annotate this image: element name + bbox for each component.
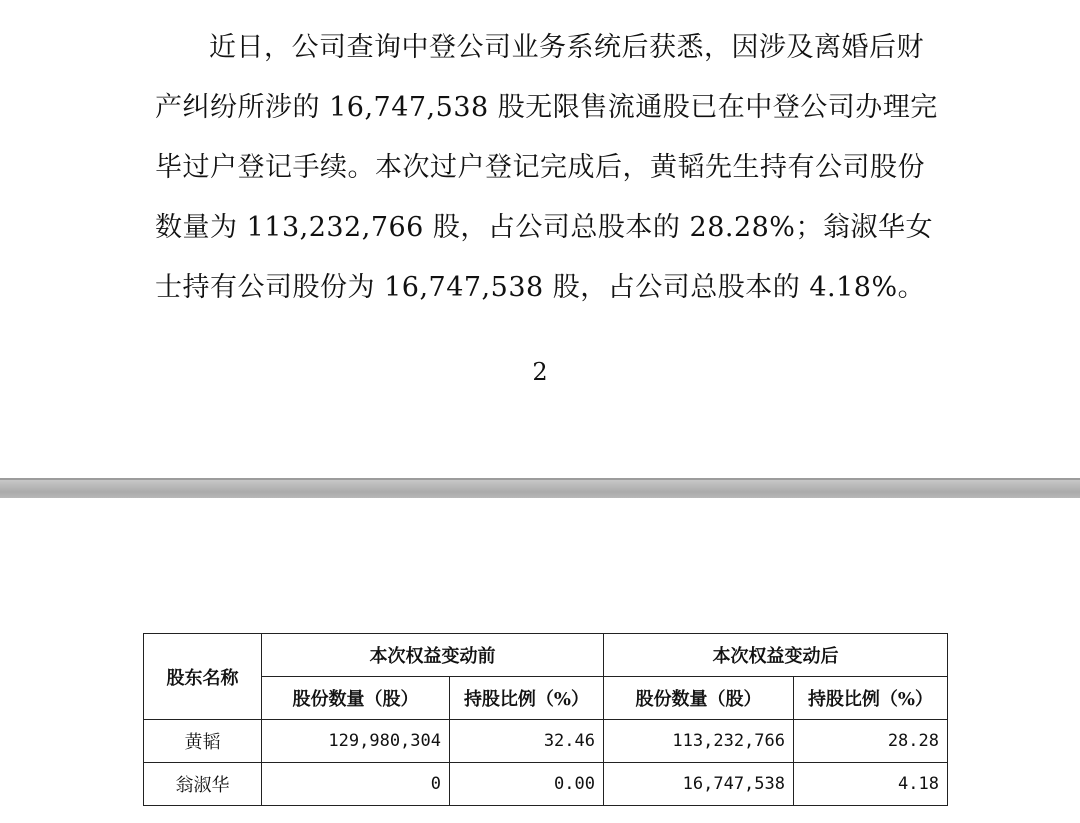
shareholder-name: 黄韬 <box>144 720 262 763</box>
table-header-row <box>144 634 948 677</box>
page-number: 2 <box>532 358 548 386</box>
page-lower <box>0 498 1080 823</box>
ratio-after: 28.28 <box>794 720 948 763</box>
header-before-change: 本次权益变动前 <box>262 634 604 677</box>
shares-before: 129,980,304 <box>262 720 450 763</box>
subheader-ratio-after: 持股比例（%） <box>794 677 948 720</box>
header-after-change: 本次权益变动后 <box>604 634 948 677</box>
subheader-ratio-before: 持股比例（%） <box>450 677 604 720</box>
ratio-before: 0.00 <box>450 763 604 806</box>
shares-before: 0 <box>262 763 450 806</box>
table-subheader-row <box>144 677 948 720</box>
header-shareholder-name: 股东名称 <box>144 634 262 720</box>
shares-after: 113,232,766 <box>604 720 794 763</box>
shareholder-name: 翁淑华 <box>144 763 262 806</box>
shares-after: 16,747,538 <box>604 763 794 806</box>
page-separator <box>0 478 1080 500</box>
body-paragraph: 近日，公司查询中登公司业务系统后获悉，因涉及离婚后财产纠纷所涉的 16,747,538 股无限售流通股已在中登公司办理完毕过户登记手续。本次过户登记完成后，黄韬先生持有公司股份数量为 113,232,766 股，占公司总股本的 28.28%；翁淑华女士持有公司股份为 16,747,538 股，占公司总股本的 4.18%。 <box>155 32 938 303</box>
subheader-shares-before: 股份数量（股） <box>262 677 450 720</box>
table-row <box>144 720 948 763</box>
table-row <box>144 763 948 806</box>
ratio-before: 32.46 <box>450 720 604 763</box>
subheader-shares-after: 股份数量（股） <box>604 677 794 720</box>
ratio-after: 4.18 <box>794 763 948 806</box>
shareholding-table <box>143 633 948 806</box>
